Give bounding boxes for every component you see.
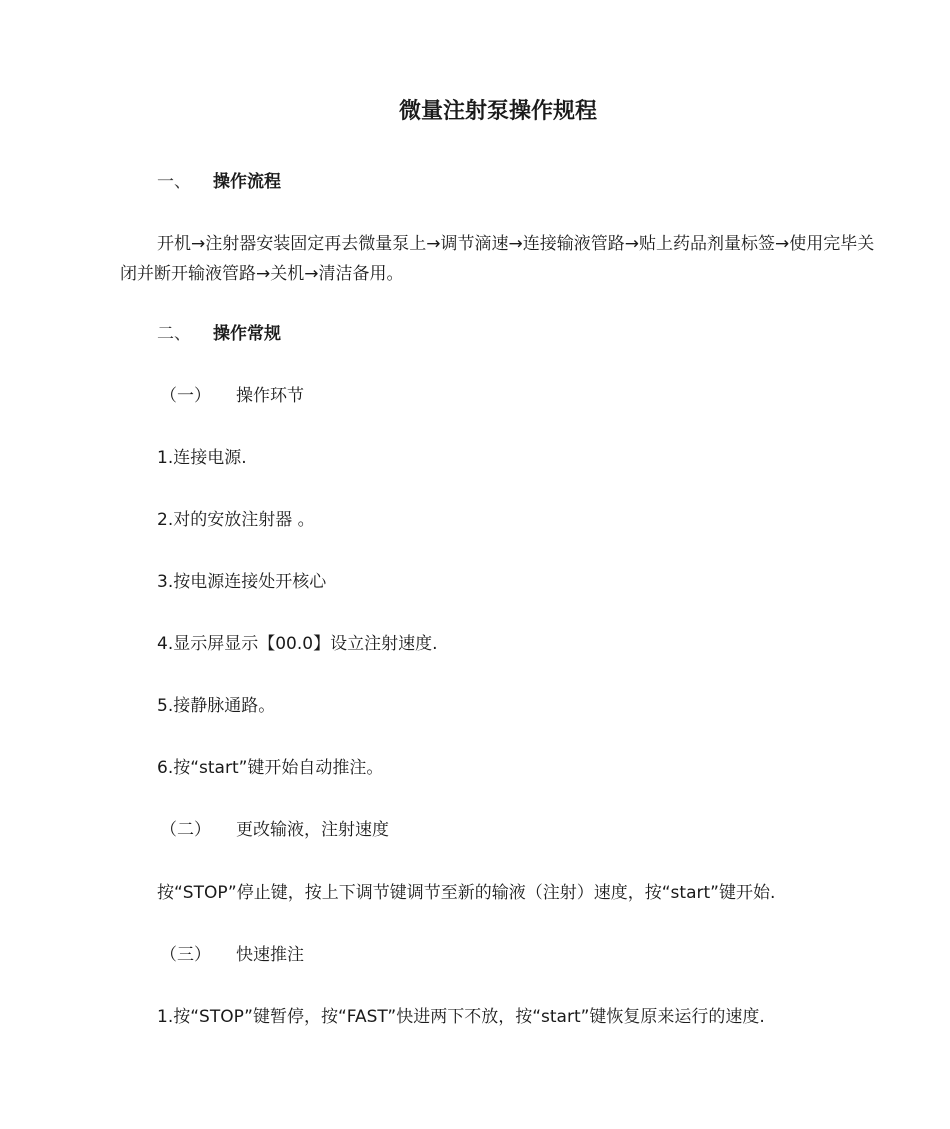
section-2-title: 操作常规 bbox=[213, 324, 281, 344]
section-1-number: 一、 bbox=[157, 172, 191, 192]
subsection-1-number: （一） bbox=[160, 386, 211, 406]
step-3: 3.按电源连接处开核心 bbox=[157, 572, 327, 592]
subsection-2-heading bbox=[160, 818, 389, 842]
page-title: 微量注射泵操作规程 bbox=[398, 99, 597, 124]
subsection-1-heading bbox=[160, 384, 304, 408]
step-2: 2.对的安放注射器 。 bbox=[157, 510, 315, 530]
subsection-3-heading bbox=[160, 943, 304, 967]
subsection-3-text: 1.按“STOP”键暂停，按“FAST”快进两下不放，按“start”键恢复原来运行的速度. bbox=[157, 1007, 765, 1027]
subsection-2-number: （二） bbox=[160, 820, 211, 840]
subsection-3-title: 快速推注 bbox=[236, 945, 304, 965]
step-5: 5.接静脉通路。 bbox=[157, 696, 276, 716]
step-4: 4.显示屏显示【00.0】设立注射速度. bbox=[157, 634, 438, 654]
subsection-2-text: 按“STOP”停止键，按上下调节键调节至新的输液（注射）速度，按“start”键开始. bbox=[157, 883, 776, 903]
step-1: 1.连接电源. bbox=[157, 448, 247, 468]
subsection-2-title: 更改输液，注射速度 bbox=[236, 820, 389, 840]
flow-paragraph: 开机→注射器安装固定再去微量泵上→调节滴速→连接输液管路→贴上药品剂量标签→使用完毕关闭并断开输液管路→关机→清洁备用。 bbox=[120, 234, 875, 284]
step-6: 6.按“start”键开始自动推注。 bbox=[157, 758, 384, 778]
section-2-heading bbox=[157, 322, 281, 346]
section-2-number: 二、 bbox=[157, 324, 191, 344]
section-1-heading bbox=[157, 170, 281, 194]
section-1-title: 操作流程 bbox=[213, 172, 281, 192]
subsection-3-number: （三） bbox=[160, 945, 211, 965]
subsection-1-title: 操作环节 bbox=[236, 386, 304, 406]
